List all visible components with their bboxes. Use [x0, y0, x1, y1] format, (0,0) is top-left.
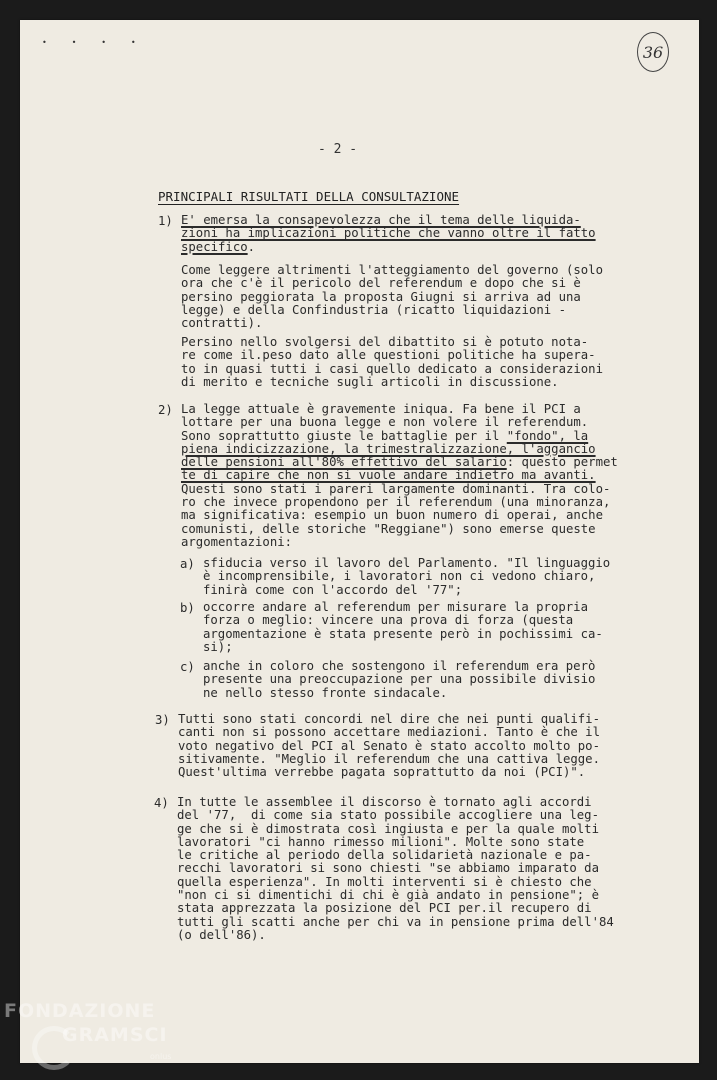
text-line: comunisti, delle storiche "Reggiane") sono emerse queste: [181, 521, 596, 536]
text-line-underlined: delle pensioni all'80% effettivo del salario: [181, 455, 507, 470]
watermark-line-1: FONDAZIONE: [4, 1000, 156, 1022]
point-4-marker: 4): [154, 796, 169, 810]
text-line: "non ci si dimentichi di chi è già andato in pensione"; è: [177, 888, 599, 903]
text-line: del '77, di come sia stato possibile accogliere una leg-: [177, 808, 599, 823]
text-line: Sono soprattutto giuste le battaglie per il: [181, 428, 507, 443]
point-1-marker: 1): [158, 214, 173, 228]
text-line: è incomprensibile, i lavoratori non ci vedono chiaro,: [203, 569, 596, 584]
sub-point-a-text: [203, 557, 610, 597]
text-line: Quest'ultima verrebbe pagata soprattutto da noi (PCI)".: [178, 765, 586, 780]
point-1-text: [181, 214, 596, 254]
text-line: argomentazione è stata presente però in pochissimi ca-: [203, 626, 603, 641]
point-2-text: [181, 403, 618, 549]
text-line: : questo permet: [506, 455, 618, 470]
archive-number-stamp: 36: [637, 32, 669, 72]
text-line: recchi lavoratori si sono chiesti "se abbiamo imparato da: [177, 861, 599, 876]
text-line: lottare per una buona legge e non volere il referendum.: [181, 415, 589, 430]
page-number: - 2 -: [318, 142, 358, 157]
text-line: to in quasi tutti i casi quello dedicato a considerazioni: [181, 361, 603, 376]
text-line: tutti gli scatti anche per chi va in pensione prima dell'84: [177, 914, 614, 929]
section-title: PRINCIPALI RISULTATI DELLA CONSULTAZIONE: [158, 189, 460, 204]
text-line: si);: [203, 639, 233, 654]
text-line: occorre andare al referendum per misurare la propria: [203, 600, 588, 614]
text-line: persino peggiorata la proposta Giugni si arriva ad una: [181, 289, 581, 304]
corner-marks: • • • •: [42, 38, 146, 47]
text-line: ro che invece propendono per il referendum (una minoranza,: [181, 495, 611, 510]
text-line: anche in coloro che sostengono il referendum era però: [203, 659, 596, 673]
text-line: quella esperienza". In molti interventi si è chiesto che: [177, 874, 592, 889]
text-line: voto negativo del PCI al Senato è stato accolto molto po-: [178, 738, 600, 753]
text-line-underlined: piena indicizzazione, la trimestralizzazione, l'aggancio: [181, 441, 596, 456]
watermark-line-2: GRAMSCI: [62, 1024, 168, 1046]
text-line: re come il.peso dato alle questioni politiche ha supera-: [181, 348, 596, 363]
text-line: le critiche al periodo della solidarietà nazionale e pa-: [177, 848, 592, 863]
text-line: argomentazioni:: [181, 534, 293, 549]
text-line: Tutti sono stati concordi nel dire che nei punti qualifi-: [178, 712, 600, 726]
sub-point-b-marker: b): [180, 601, 195, 615]
text-line: contratti).: [181, 316, 263, 331]
fondazione-gramsci-watermark: [4, 1000, 172, 1061]
point-1-paragraph-2: [181, 264, 603, 330]
text-line: lavoratori "ci hanno rimesso milioni". Molte sono state: [177, 834, 585, 849]
watermark-line-3: onlus: [150, 1052, 172, 1061]
text-line: canti non si possono accettare mediazioni. Tanto è che il: [178, 725, 600, 740]
text-line: Questi sono stati i pareri largamente dominanti. Tra colo-: [181, 481, 611, 496]
sub-point-a-marker: a): [180, 557, 195, 571]
p1-line-3: specifico: [181, 239, 248, 254]
text-line: sitivamente. "Meglio il referendum che una cattiva legge.: [178, 751, 600, 766]
point-3-text: [178, 713, 600, 779]
text-line: La legge attuale è gravemente iniqua. Fa bene il PCI a: [181, 402, 581, 416]
text-line: ne nello stesso fronte sindacale.: [203, 685, 448, 700]
text-line: ma significativa: esempio un buon numero di operai, anche: [181, 508, 603, 523]
text-line: In tutte le assemblee il discorso è tornato agli accordi: [177, 795, 592, 809]
text-line: presente una preoccupazione per una possibile divisio: [203, 672, 596, 687]
text-line: ge che si è dimostrata così ingiusta e per la quale molti: [177, 821, 599, 836]
point-4-text: [177, 796, 614, 942]
text-line: legge) e della Confindustria (ricatto liquidazioni -: [181, 302, 566, 317]
text-line: forza o meglio: vincere una prova di forza (questa: [203, 613, 574, 628]
text-line: di merito e tecniche sugli articoli in discussione.: [181, 374, 559, 389]
text-line: Persino nello svolgersi del dibattito si è potuto nota-: [181, 335, 589, 349]
text-line: stata apprezzata la posizione del PCI per.il recupero di: [177, 901, 592, 916]
text-line-underlined: "fondo", la: [506, 428, 589, 443]
text-line: (o dell'86).: [177, 927, 266, 942]
p1-line-2: zioni ha implicazioni politiche che vanno oltre il fatto: [181, 226, 596, 241]
text-line: ora che c'è il pericolo del referendum e dopo che si è: [181, 276, 581, 291]
sub-point-c-text: [203, 660, 595, 700]
sub-point-c-marker: c): [180, 660, 195, 674]
point-2-marker: 2): [158, 403, 173, 417]
text-line: Come leggere altrimenti l'atteggiamento del governo (solo: [181, 263, 603, 277]
text-line: finirà come con l'accordo del '77";: [203, 582, 463, 597]
point-3-marker: 3): [155, 713, 170, 727]
p1-line-3-tail: .: [247, 239, 256, 254]
point-1-paragraph-3: [181, 336, 603, 389]
text-line-underlined: te di capire che non si vuole andare indietro ma avanti.: [181, 468, 596, 483]
sub-point-b-text: [203, 601, 603, 654]
p1-line-1: E' emersa la consapevolezza che il tema delle liquida-: [181, 213, 581, 227]
text-line: sfiducia verso il lavoro del Parlamento. "Il linguaggio: [203, 556, 611, 570]
